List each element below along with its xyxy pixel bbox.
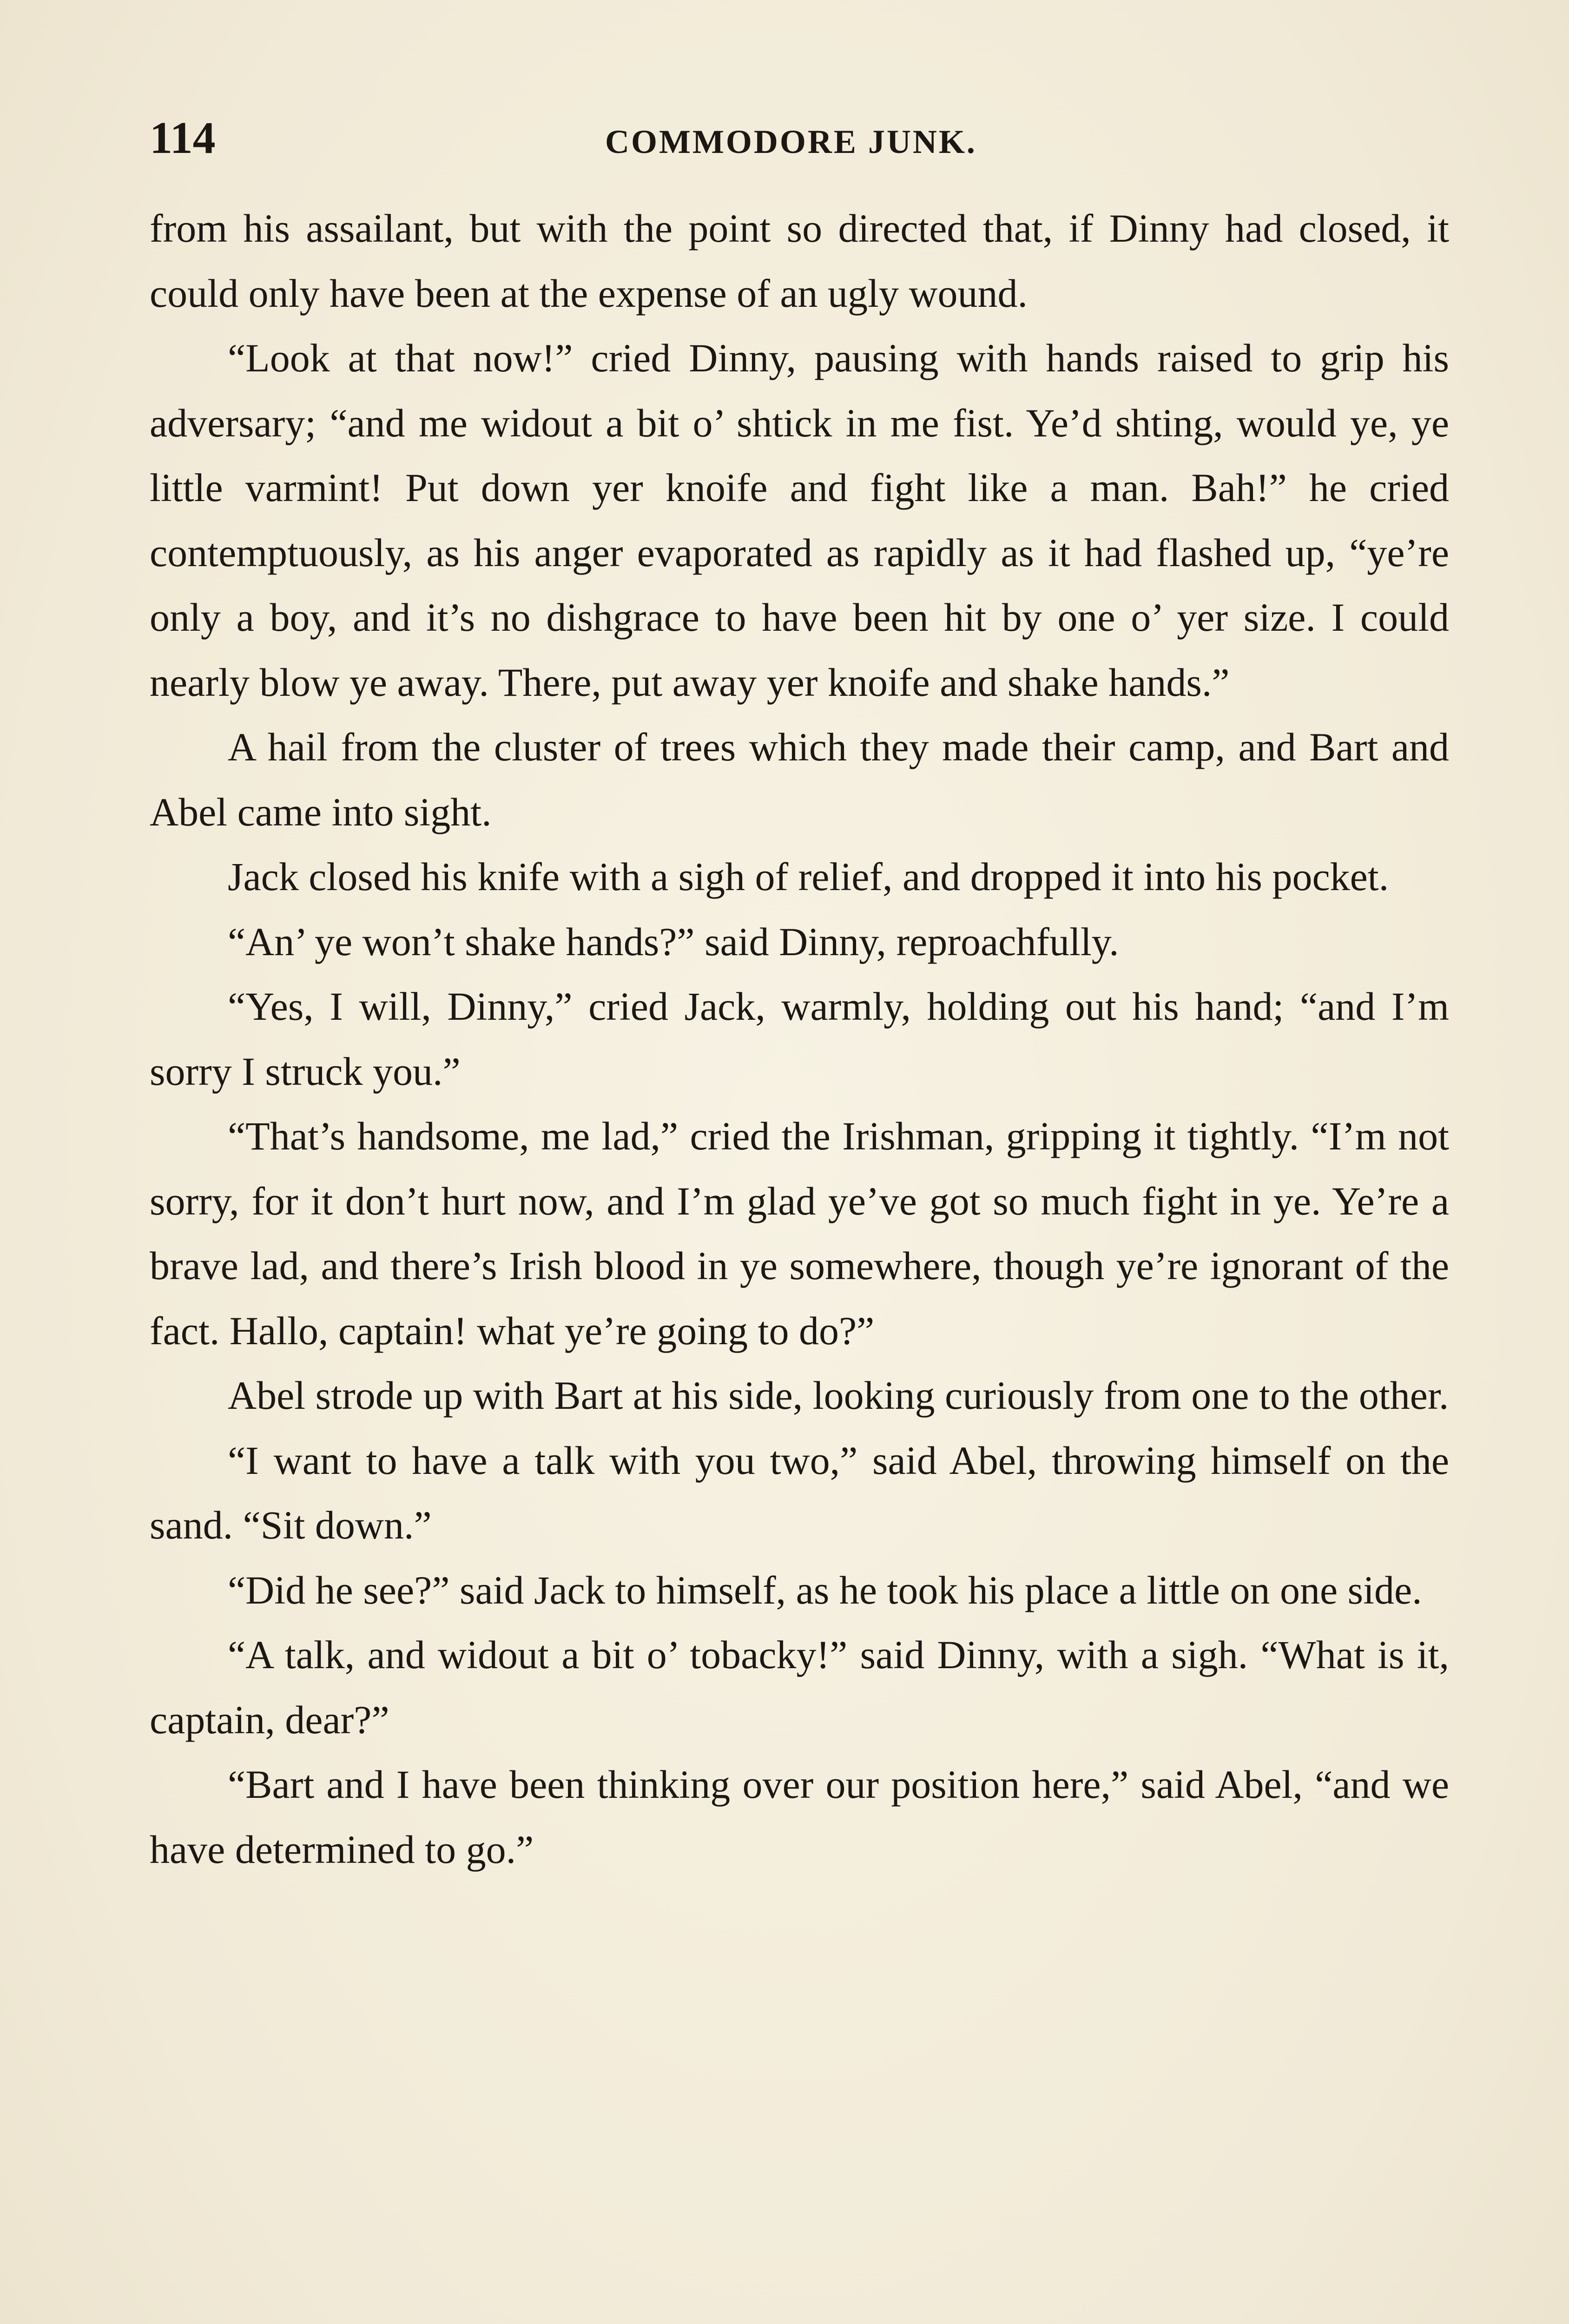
running-title: COMMODORE JUNK. [605, 123, 977, 160]
page-number: 114 [150, 113, 216, 163]
paragraph: “That’s handsome, me lad,” cried the Irishman, gripping it tightly. “I’m not sorry, for it don’t hurt now, and I’m glad ye’ve got so much fight in ye. Ye’re a brave lad, and there’s Irish blood in ye somewhere, though ye’re ignorant of the fact. Hallo, captain! what ye’re going to do?” [150, 1114, 1449, 1353]
paragraph: “Yes, I will, Dinny,” cried Jack, warmly, holding out his hand; “and I’m sorry I struck you.” [150, 984, 1449, 1094]
paragraph: Jack closed his knife with a sigh of relief, and dropped it into his pocket. [228, 854, 1389, 899]
paragraph: “Did he see?” said Jack to himself, as he took his place a little on one side. [228, 1567, 1422, 1612]
paragraph: “A talk, and widout a bit o’ tobacky!” said Dinny, with a sigh. “What is it, captain, dear?” [150, 1632, 1449, 1742]
paragraph: “I want to have a talk with you two,” said Abel, throwing himself on the sand. “Sit down.” [150, 1438, 1449, 1547]
paragraph: from his assailant, but with the point so directed that, if Dinny had closed, it could only have been at the expense of an ugly wound. [150, 206, 1449, 316]
paragraph: “An’ ye won’t shake hands?” said Dinny, reproachfully. [228, 919, 1119, 964]
body-text [150, 196, 1449, 1882]
paragraph: “Bart and I have been thinking over our position here,” said Abel, “and we have determined to go.” [150, 1762, 1449, 1872]
page-header [150, 108, 1451, 168]
paragraph: “Look at that now!” cried Dinny, pausing with hands raised to grip his adversary; “and me widout a bit o’ shtick in me fist. Ye’d shting, would ye, ye little varmint! Put down yer knoife and fight like a man. Bah!” he cried contemptuously, as his anger evaporated as rapidly as it had flashed up, “ye’re only a boy, and it’s no dishgrace to have been hit by one o’ yer size. I could nearly blow ye away. There, put away yer knoife and shake hands.” [150, 336, 1449, 705]
paragraph: A hail from the cluster of trees which they made their camp, and Bart and Abel came into sight. [150, 725, 1449, 834]
paragraph: Abel strode up with Bart at his side, looking curiously from one to the other. [228, 1373, 1449, 1418]
